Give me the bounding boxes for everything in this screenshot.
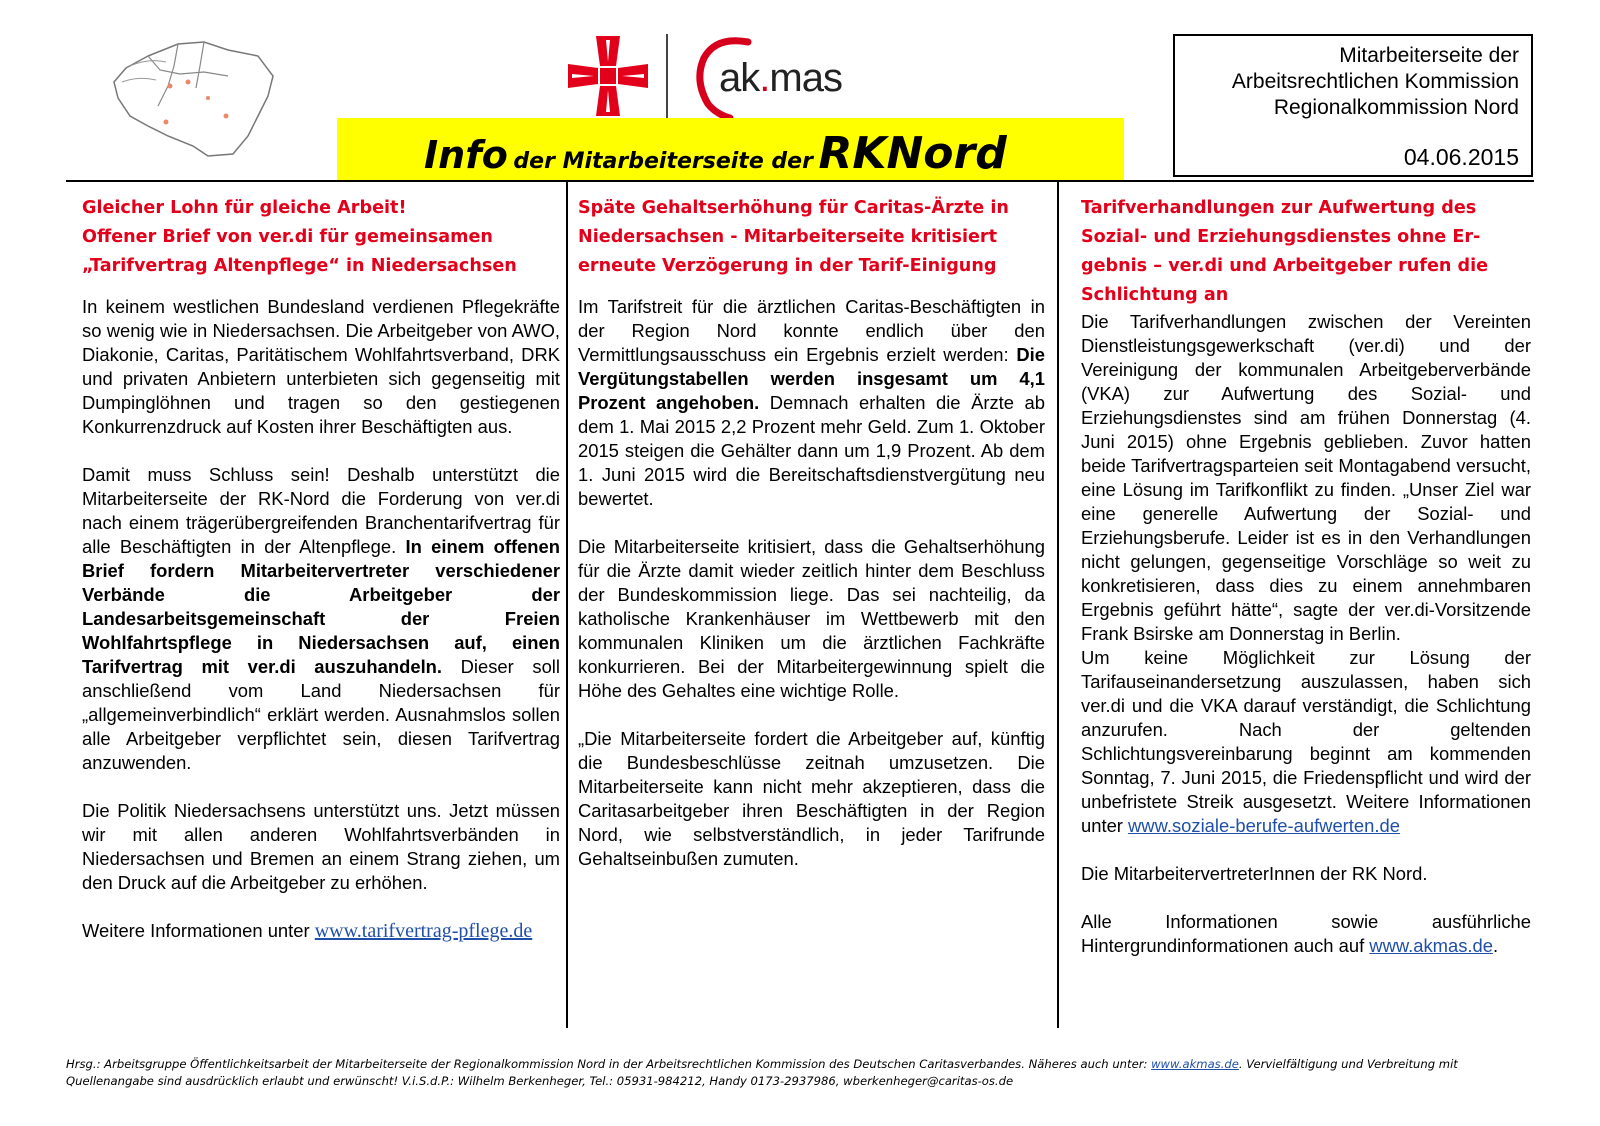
article-paragraph: Die Mitarbeiterseite kritisiert, dass die Gehaltserhöhung für die Ärzte damit wieder zeitlich hinter dem Beschluss der Bundeskommission liege. Das sei nachteilig, da katholische Krankenhäuser im Wettbewerb mit den kommunalen Kliniken um die ärztlichen Fachkräfte konkurrieren. Bei der Mitarbeitergewinnung spielt die Höhe des Gehaltes eine wichtige Rolle. — [578, 536, 1045, 701]
article-paragraph: In keinem westlichen Bundesland verdienen Pflegekräfte so wenig wie in Niedersachsen. Die Arbeitgeber von AWO, Diakonie, Caritas, Paritätischem Wohlfahrtsverband, DRK und privaten Anbietern unterbieten sich gegenseitig mit Dumpinglöhnen und tragen so den gestiegenen Konkurrenzdruck auf Kosten ihrer Beschäftigten aus. — [82, 296, 560, 437]
article-paragraph: Um keine Möglichkeit zur Lösung der Tarifauseinandersetzung auszulassen, haben sich ver.di und die VKA darauf verständigt, die Schlichtung anzurufen. Nach der geltenden Schlichtungsvereinbarung beginnt am kommenden Sonntag, 7. Juni 2015, die Friedenspflicht und wird der unbefristete Streik ausgesetzt. Weitere Informationen unter www.soziale-berufe-aufwerten.de — [1081, 647, 1531, 836]
soziale-berufe-link[interactable]: www.soziale-berufe-aufwerten.de — [1128, 815, 1400, 836]
article-headline: Gleicher Lohn für gleiche Arbeit! Offener Brief von ver.di für gemeinsamen „Tarifvertrag Altenpflege“ in Niedersachsen — [82, 198, 517, 276]
issue-date: 04.06.2015 — [1403, 144, 1519, 170]
article-paragraph: Die MitarbeitervertreterInnen der RK Nord. — [1081, 863, 1428, 884]
akmas-logo-text: ak.mas — [719, 56, 842, 100]
article-paragraph: Weitere Informationen unter www.tarifvertrag-pflege.de — [82, 920, 533, 942]
publisher-line: Mitarbeiterseite der — [1339, 44, 1519, 67]
banner-title: Info der Mitarbeiterseite der RKNord — [424, 128, 1007, 179]
publisher-line: Regionalkommission Nord — [1273, 96, 1519, 119]
niedersachsen-map-icon — [108, 36, 278, 166]
footer-imprint: Hrsg.: Arbeitsgruppe Öffentlichkeitsarbeit der Mitarbeiterseite der Regionalkommission Nord in der Arbeitsrechtlichen Kommission des Deutschen Caritasverbandes. Näheres auch unter: www.akmas.de. Vervielfältigung und Verbreitung mit Quellenangabe sind ausdrücklich erlaubt und erwünscht! V.i.S.d.P.: Wilhelm Berkenheger, Tel.: 05931-984212, Handy 0173-2937986, wberkenheger@caritas-os.de — [66, 1057, 1458, 1088]
article-sozial-erziehungsdienst — [1081, 194, 1531, 982]
article-paragraph: Damit muss Schluss sein! Deshalb unterstützt die Mitarbeiterseite der RK-Nord die Forderung von ver.di nach einem trägerübergreifenden Branchentarifvertrag für alle Beschäftigten in der Altenpflege. In einem offenen Brief fordern Mitarbeitervertreter verschiedener Verbände die Arbeitgeber der Landesarbeitsgemeinschaft der Freien Wohlfahrtspflege in Niedersachsen auf, einen Tarifvertrag mit ver.di auszuhandeln. Dieser soll anschließend vom Land Niedersachsen für „allgemeinverbindlich“ erklärt werden. Ausnahmslos sollen alle Arbeitgeber verpflichtet sein, diesen Tarifvertrag anzuwenden. — [82, 464, 560, 773]
article-paragraph: Im Tarifstreit für die ärztlichen Caritas-Beschäftigten in der Region Nord konnte endlich über den Vermittlungsausschuss ein Ergebnis erzielt werden: Die Vergütungstabellen werden insgesamt um 4,1 Prozent angehoben. Demnach erhalten die Ärzte ab dem 1. Mai 2015 2,2 Prozent mehr Geld. Zum 1. Oktober 2015 steigen die Gehälter dann um 1,9 Prozent. Ab dem 1. Juni 2015 wird die Bereitschaftsdienstvergütung neu bewertet. — [578, 296, 1045, 509]
article-paragraph: Die Tarifverhandlungen zwischen der Vereinten Dienstleistungsgewerkschaft (ver.di) und der Vereinigung der kommunalen Arbeitgeberverbände (VKA) zur Aufwertung des Sozial- und Erziehungsdienstes sind am frühen Donnerstag (4. Juni 2015) ohne Ergebnis geblieben. Zuvor hatten beide Tarifvertragsparteien seit Montagabend versucht, eine Lösung im Tarifkonflikt zu finden. „Unser Ziel war eine generelle Aufwertung der Sozial- und Erziehungsberufe. Leider ist es in den Verhandlungen nicht gelungen, gegenseitige Vorschläge so weit zu konkretisieren, dass dies zu einem annehmbaren Ergebnis geführt hätte“, sagte der ver.di-Vorsitzende Frank Bsirske am Donnerstag in Berlin. — [1081, 311, 1531, 644]
article-altenpflege — [82, 194, 560, 967]
column-divider — [566, 182, 568, 1028]
akmas-link[interactable]: www.akmas.de — [1369, 935, 1493, 956]
article-headline: Tarifverhandlungen zur Aufwertung des Sozial- und Erziehungsdienstes ohne Er- gebnis – ver.di und Arbeitgeber rufen die Schlichtung an — [1081, 198, 1489, 305]
header-rule — [66, 180, 1534, 182]
footer-akmas-link[interactable]: www.akmas.de — [1151, 1057, 1239, 1071]
article-caritas-aerzte — [578, 194, 1045, 895]
article-paragraph: „Die Mitarbeiterseite fordert die Arbeitgeber auf, künftig die Bundesbeschlüsse zeitnah umzusetzen. Die Mitarbeiterseite kann nicht mehr akzeptieren, dass die Caritasarbeitgeber ihren Beschäftigten in der Region Nord, wie selbstverständlich, in jeder Tarifrunde Gehaltseinbußen zumuten. — [578, 728, 1045, 869]
tarifvertrag-pflege-link[interactable]: www.tarifvertrag-pflege.de — [314, 920, 533, 942]
publisher-line: Arbeitsrechtlichen Kommission — [1231, 70, 1519, 93]
caritas-logo-icon — [566, 34, 650, 118]
logo-divider — [666, 34, 668, 118]
article-headline: Späte Gehaltserhöhung für Caritas-Ärzte in Niedersachsen - Mitarbeiterseite kritisiert erneute Verzögerung in der Tarif-Einigung — [578, 198, 1009, 276]
column-divider — [1057, 182, 1059, 1028]
article-paragraph: Alle Informationen sowie ausführliche Hintergrundinformationen auch auf www.akmas.de. — [1081, 911, 1531, 956]
article-paragraph: Die Politik Niedersachsens unterstützt uns. Jetzt müssen wir mit allen anderen Wohlfahrtsverbänden in Niedersachsen und Bremen an einem Strang ziehen, um den Druck auf die Arbeitgeber zu erhöhen. — [82, 800, 560, 893]
publisher-box — [1173, 34, 1533, 177]
